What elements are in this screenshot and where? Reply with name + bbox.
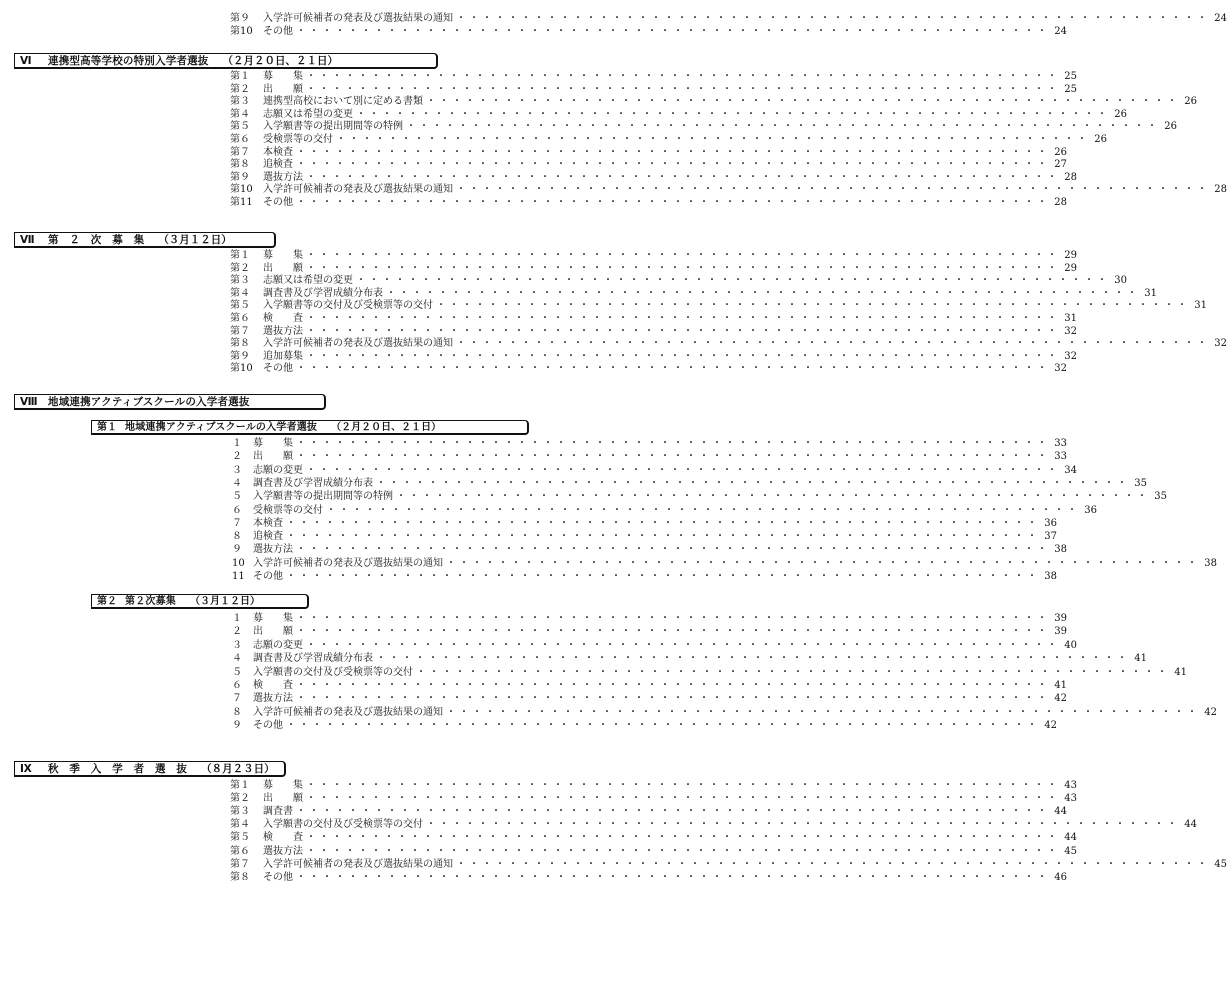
entry-number: ６ — [232, 680, 242, 691]
section-title: 第２次募集 — [125, 596, 176, 607]
entry-page: 44 — [1064, 832, 1077, 844]
entry-label: 出 願 — [263, 262, 303, 274]
entry-page: 39 — [1054, 626, 1067, 638]
entry-page: 36 — [1044, 517, 1057, 529]
leader-dots: ・・・・・・・・・・・・・・・・・・・・・・・・・・・・・・・・・・・・・・・・・・・・・・・・・・・・・・・・・・ — [296, 680, 1050, 691]
entry-label: その他 — [263, 197, 293, 208]
section-title: 秋 季 入 学 者 選 抜 — [48, 763, 188, 775]
entry-page: 31 — [1144, 287, 1157, 299]
entry-label: 志願又は希望の変更 — [263, 108, 353, 120]
entry-label: 入学願書等の交付及び受検票等の交付 — [263, 300, 433, 312]
entry-page: 41 — [1134, 653, 1147, 665]
leader-dots: ・・・・・・・・・・・・・・・・・・・・・・・・・・・・・・・・・・・・・・・・・・・・・・・・・・・・・・・・・・ — [376, 653, 1130, 665]
toc-entry[interactable] — [232, 666, 1187, 679]
toc-entry[interactable] — [232, 706, 1217, 719]
entry-number: 第２ — [230, 262, 250, 274]
entry-page: 26 — [1054, 146, 1067, 158]
toc-entry[interactable] — [230, 183, 1227, 196]
entry-number: 第７ — [230, 858, 250, 870]
entry-label: 調査書 — [263, 806, 293, 818]
toc-entry[interactable] — [230, 196, 1067, 209]
section-number: 第１ — [97, 422, 117, 433]
entry-page: 30 — [1114, 275, 1127, 287]
entry-label: 入学願書の交付及び受検票等の交付 — [263, 819, 423, 831]
leader-dots: ・・・・・・・・・・・・・・・・・・・・・・・・・・・・・・・・・・・・・・・・・・・・・・・・・・・・・・・・・・ — [296, 197, 1050, 208]
entry-label: 連携型高校において別に定める書類 — [263, 96, 423, 108]
leader-dots: ・・・・・・・・・・・・・・・・・・・・・・・・・・・・・・・・・・・・・・・・・・・・・・・・・・・・・・・・・・ — [306, 780, 1060, 791]
entry-page: 43 — [1064, 780, 1077, 791]
entry-label: 入学許可候補者の発表及び選抜結果の通知 — [263, 858, 453, 870]
leader-dots: ・・・・・・・・・・・・・・・・・・・・・・・・・・・・・・・・・・・・・・・・・・・・・・・・・・・・・・・・・・ — [306, 464, 1060, 476]
entry-label: 調査書及び学習成績分布表 — [253, 477, 373, 489]
toc-entry[interactable] — [232, 517, 1057, 530]
leader-dots: ・・・・・・・・・・・・・・・・・・・・・・・・・・・・・・・・・・・・・・・・・・・・・・・・・・・・・・・・・・ — [296, 806, 1050, 818]
leader-dots: ・・・・・・・・・・・・・・・・・・・・・・・・・・・・・・・・・・・・・・・・・・・・・・・・・・・・・・・・・・ — [296, 451, 1050, 463]
entry-label: 入学許可候補者の発表及び選抜結果の通知 — [253, 706, 443, 718]
entry-label: 入学願書等の提出期間等の特例 — [253, 491, 393, 503]
entry-label: 入学願書の交付及び受検票等の交付 — [253, 666, 413, 678]
leader-dots: ・・・・・・・・・・・・・・・・・・・・・・・・・・・・・・・・・・・・・・・・・・・・・・・・・・・・・・・・・・ — [416, 666, 1170, 678]
toc-entry[interactable] — [232, 625, 1067, 638]
section-title: 地域連携アクティブスクールの入学者選抜 — [125, 422, 318, 433]
leader-dots: ・・・・・・・・・・・・・・・・・・・・・・・・・・・・・・・・・・・・・・・・・・・・・・・・・・・・・・・・・・ — [446, 706, 1200, 718]
leader-dots: ・・・・・・・・・・・・・・・・・・・・・・・・・・・・・・・・・・・・・・・・・・・・・・・・・・・・・・・・・・ — [306, 83, 1060, 95]
leader-dots: ・・・・・・・・・・・・・・・・・・・・・・・・・・・・・・・・・・・・・・・・・・・・・・・・・・・・・・・・・・ — [326, 504, 1080, 516]
entry-label: 検 査 — [263, 832, 303, 844]
entry-number: ８ — [232, 531, 242, 543]
leader-dots: ・・・・・・・・・・・・・・・・・・・・・・・・・・・・・・・・・・・・・・・・・・・・・・・・・・・・・・・・・・ — [376, 477, 1130, 489]
leader-dots: ・・・・・・・・・・・・・・・・・・・・・・・・・・・・・・・・・・・・・・・・・・・・・・・・・・・・・・・・・・ — [356, 275, 1110, 287]
entry-number: 第４ — [230, 287, 250, 299]
entry-number: 第５ — [230, 121, 250, 133]
entry-number: 第６ — [230, 134, 250, 145]
entry-label: 選抜方法 — [263, 845, 303, 857]
entry-page: 35 — [1154, 491, 1167, 503]
entry-page: 26 — [1164, 121, 1177, 133]
entry-number: ３ — [232, 464, 242, 476]
entry-page: 26 — [1184, 96, 1197, 108]
leader-dots: ・・・・・・・・・・・・・・・・・・・・・・・・・・・・・・・・・・・・・・・・・・・・・・・・・・・・・・・・・・ — [306, 793, 1060, 805]
entry-label: 調査書及び学習成績分布表 — [253, 653, 373, 665]
leader-dots: ・・・・・・・・・・・・・・・・・・・・・・・・・・・・・・・・・・・・・・・・・・・・・・・・・・・・・・・・・・ — [306, 832, 1060, 844]
leader-dots: ・・・・・・・・・・・・・・・・・・・・・・・・・・・・・・・・・・・・・・・・・・・・・・・・・・・・・・・・・・ — [296, 613, 1050, 624]
entry-page: 44 — [1054, 806, 1067, 818]
entry-label: 選抜方法 — [263, 325, 303, 337]
toc-entry[interactable] — [230, 120, 1177, 133]
entry-number: 第３ — [230, 275, 250, 287]
toc-entry[interactable] — [230, 792, 1077, 805]
entry-page: 26 — [1094, 134, 1107, 145]
entry-number: 第２ — [230, 793, 250, 805]
entry-number: 第４ — [230, 108, 250, 120]
entry-label: 募 集 — [263, 780, 303, 791]
toc-entry[interactable] — [230, 25, 1067, 38]
entry-page: 32 — [1054, 363, 1067, 375]
entry-number: 第８ — [230, 871, 250, 883]
entry-page: 28 — [1064, 171, 1077, 183]
entry-label: その他 — [263, 363, 293, 375]
entry-label: その他 — [253, 720, 283, 732]
leader-dots: ・・・・・・・・・・・・・・・・・・・・・・・・・・・・・・・・・・・・・・・・・・・・・・・・・・・・・・・・・・ — [396, 491, 1150, 503]
toc-entry[interactable] — [230, 262, 1077, 275]
leader-dots: ・・・・・・・・・・・・・・・・・・・・・・・・・・・・・・・・・・・・・・・・・・・・・・・・・・・・・・・・・・ — [296, 146, 1050, 158]
leader-dots: ・・・・・・・・・・・・・・・・・・・・・・・・・・・・・・・・・・・・・・・・・・・・・・・・・・・・・・・・・・ — [306, 262, 1060, 274]
entry-number: 第１ — [230, 780, 250, 791]
leader-dots: ・・・・・・・・・・・・・・・・・・・・・・・・・・・・・・・・・・・・・・・・・・・・・・・・・・・・・・・・・・ — [436, 300, 1190, 312]
entry-label: 選抜方法 — [253, 544, 293, 556]
leader-dots: ・・・・・・・・・・・・・・・・・・・・・・・・・・・・・・・・・・・・・・・・・・・・・・・・・・・・・・・・・・ — [356, 108, 1110, 120]
entry-page: 25 — [1064, 71, 1077, 82]
leader-dots: ・・・・・・・・・・・・・・・・・・・・・・・・・・・・・・・・・・・・・・・・・・・・・・・・・・・・・・・・・・ — [456, 184, 1210, 196]
leader-dots: ・・・・・・・・・・・・・・・・・・・・・・・・・・・・・・・・・・・・・・・・・・・・・・・・・・・・・・・・・・ — [296, 26, 1050, 38]
section-date: （３月１２日） — [158, 234, 232, 246]
section-header — [91, 420, 529, 435]
leader-dots: ・・・・・・・・・・・・・・・・・・・・・・・・・・・・・・・・・・・・・・・・・・・・・・・・・・・・・・・・・・ — [286, 571, 1040, 582]
entry-number: 第８ — [230, 159, 250, 171]
toc-entry[interactable] — [232, 639, 1077, 652]
entry-label: 本検査 — [253, 517, 283, 529]
leader-dots: ・・・・・・・・・・・・・・・・・・・・・・・・・・・・・・・・・・・・・・・・・・・・・・・・・・・・・・・・・・ — [456, 13, 1210, 24]
entry-page: 33 — [1054, 438, 1067, 449]
entry-label: 入学許可候補者の発表及び選抜結果の通知 — [263, 338, 453, 350]
entry-number: 第４ — [230, 819, 250, 831]
toc-entry[interactable] — [230, 845, 1077, 858]
entry-label: 志願の変更 — [253, 639, 303, 651]
section-date: （２月２０日、２１日） — [222, 55, 338, 67]
entry-page: 34 — [1064, 464, 1077, 476]
toc-entry[interactable] — [232, 437, 1067, 450]
leader-dots: ・・・・・・・・・・・・・・・・・・・・・・・・・・・・・・・・・・・・・・・・・・・・・・・・・・・・・・・・・・ — [296, 693, 1050, 705]
entry-page: 32 — [1064, 325, 1077, 337]
leader-dots: ・・・・・・・・・・・・・・・・・・・・・・・・・・・・・・・・・・・・・・・・・・・・・・・・・・・・・・・・・・ — [286, 531, 1040, 543]
entry-page: 24 — [1214, 13, 1227, 24]
section-header — [91, 594, 309, 609]
entry-page: 28 — [1214, 184, 1227, 196]
entry-label: 受検票等の交付 — [253, 504, 323, 516]
entry-page: 24 — [1054, 26, 1067, 38]
entry-page: 35 — [1134, 477, 1147, 489]
section-header — [14, 232, 276, 248]
toc-entry[interactable] — [230, 858, 1227, 871]
entry-label: 入学許可候補者の発表及び選抜結果の通知 — [263, 13, 453, 24]
entry-number: 第６ — [230, 313, 250, 324]
toc-entry[interactable] — [232, 679, 1067, 692]
toc-entry[interactable] — [230, 818, 1197, 831]
entry-label: その他 — [263, 871, 293, 883]
entry-label: 志願の変更 — [253, 464, 303, 476]
entry-label: 追検査 — [263, 159, 293, 171]
entry-label: 選抜方法 — [253, 693, 293, 705]
toc-entry[interactable] — [232, 530, 1057, 543]
entry-number: ６ — [232, 504, 242, 516]
entry-number: 第６ — [230, 845, 250, 857]
section-header — [14, 761, 286, 777]
entry-page: 39 — [1054, 613, 1067, 624]
leader-dots: ・・・・・・・・・・・・・・・・・・・・・・・・・・・・・・・・・・・・・・・・・・・・・・・・・・・・・・・・・・ — [306, 250, 1060, 261]
entry-label: 追加募集 — [263, 350, 303, 362]
toc-entry[interactable] — [230, 274, 1127, 287]
section-number: Ⅷ — [20, 396, 38, 408]
leader-dots: ・・・・・・・・・・・・・・・・・・・・・・・・・・・・・・・・・・・・・・・・・・・・・・・・・・・・・・・・・・ — [296, 159, 1050, 171]
toc-entry[interactable] — [230, 83, 1077, 96]
toc-entry[interactable] — [232, 719, 1057, 732]
entry-label: 検 査 — [263, 313, 303, 324]
section-number: Ⅵ — [20, 55, 32, 67]
entry-label: 募 集 — [263, 71, 303, 82]
entry-page: 33 — [1054, 451, 1067, 463]
toc-entry[interactable] — [230, 158, 1067, 171]
entry-label: 本検査 — [263, 146, 293, 158]
entry-page: 31 — [1194, 300, 1207, 312]
entry-number: ５ — [232, 666, 242, 678]
entry-page: 46 — [1054, 871, 1067, 883]
toc-entry[interactable] — [232, 557, 1217, 570]
toc-entry[interactable] — [230, 337, 1227, 350]
entry-page: 40 — [1064, 639, 1077, 651]
toc-entry[interactable] — [230, 325, 1077, 338]
section-number: 第２ — [97, 596, 117, 607]
entry-label: 募 集 — [253, 438, 293, 449]
toc-entry[interactable] — [232, 692, 1067, 705]
section-title: 地域連携アクティブスクールの入学者選抜 — [48, 396, 250, 408]
entry-number: １ — [232, 438, 242, 449]
entry-page: 43 — [1064, 793, 1077, 805]
leader-dots: ・・・・・・・・・・・・・・・・・・・・・・・・・・・・・・・・・・・・・・・・・・・・・・・・・・・・・・・・・・ — [286, 517, 1040, 529]
leader-dots: ・・・・・・・・・・・・・・・・・・・・・・・・・・・・・・・・・・・・・・・・・・・・・・・・・・・・・・・・・・ — [306, 845, 1060, 857]
entry-page: 45 — [1214, 858, 1227, 870]
leader-dots: ・・・・・・・・・・・・・・・・・・・・・・・・・・・・・・・・・・・・・・・・・・・・・・・・・・・・・・・・・・ — [306, 71, 1060, 82]
entry-number: 第５ — [230, 832, 250, 844]
entry-number: 第３ — [230, 806, 250, 818]
leader-dots: ・・・・・・・・・・・・・・・・・・・・・・・・・・・・・・・・・・・・・・・・・・・・・・・・・・・・・・・・・・ — [296, 544, 1050, 556]
entry-page: 27 — [1054, 159, 1067, 171]
entry-label: 追検査 — [253, 531, 283, 543]
toc-entry[interactable] — [232, 570, 1057, 583]
entry-page: 38 — [1204, 557, 1217, 569]
leader-dots: ・・・・・・・・・・・・・・・・・・・・・・・・・・・・・・・・・・・・・・・・・・・・・・・・・・・・・・・・・・ — [296, 438, 1050, 449]
toc-entry[interactable] — [232, 450, 1067, 463]
leader-dots: ・・・・・・・・・・・・・・・・・・・・・・・・・・・・・・・・・・・・・・・・・・・・・・・・・・・・・・・・・・ — [296, 871, 1050, 883]
entry-number: 第10 — [230, 26, 253, 38]
entry-number: 第９ — [230, 171, 250, 183]
entry-number: 第３ — [230, 96, 250, 108]
entry-label: 入学許可候補者の発表及び選抜結果の通知 — [263, 184, 453, 196]
leader-dots: ・・・・・・・・・・・・・・・・・・・・・・・・・・・・・・・・・・・・・・・・・・・・・・・・・・・・・・・・・・ — [446, 557, 1200, 569]
section-date: （３月１２日） — [190, 596, 260, 607]
toc-entry[interactable] — [230, 133, 1107, 146]
toc-entry[interactable] — [232, 504, 1097, 517]
entry-number: ４ — [232, 653, 242, 665]
toc-entry[interactable] — [232, 477, 1147, 490]
entry-number: ５ — [232, 491, 242, 503]
entry-label: 出 願 — [253, 451, 293, 463]
entry-label: 受検票等の交付 — [263, 134, 333, 145]
entry-label: 入学願書等の提出期間等の特例 — [263, 121, 403, 133]
entry-page: 31 — [1064, 313, 1077, 324]
entry-label: 募 集 — [263, 250, 303, 261]
entry-page: 32 — [1064, 350, 1077, 362]
leader-dots: ・・・・・・・・・・・・・・・・・・・・・・・・・・・・・・・・・・・・・・・・・・・・・・・・・・・・・・・・・・ — [306, 171, 1060, 183]
entry-label: 調査書及び学習成績分布表 — [263, 287, 383, 299]
entry-label: 募 集 — [253, 613, 293, 624]
entry-page: 42 — [1054, 693, 1067, 705]
leader-dots: ・・・・・・・・・・・・・・・・・・・・・・・・・・・・・・・・・・・・・・・・・・・・・・・・・・・・・・・・・・ — [426, 819, 1180, 831]
toc-entry[interactable] — [230, 805, 1067, 818]
entry-page: 42 — [1204, 706, 1217, 718]
toc-entry[interactable] — [230, 871, 1067, 884]
entry-number: 第８ — [230, 338, 250, 350]
entry-page: 28 — [1054, 197, 1067, 208]
entry-number: ３ — [232, 639, 242, 651]
entry-page: 41 — [1054, 680, 1067, 691]
entry-number: ７ — [232, 517, 242, 529]
entry-label: 出 願 — [253, 626, 293, 638]
section-header — [14, 394, 326, 410]
entry-number: 第７ — [230, 325, 250, 337]
entry-number: 第１ — [230, 250, 250, 261]
leader-dots: ・・・・・・・・・・・・・・・・・・・・・・・・・・・・・・・・・・・・・・・・・・・・・・・・・・・・・・・・・・ — [456, 858, 1210, 870]
entry-label: 入学許可候補者の発表及び選抜結果の通知 — [253, 557, 443, 569]
entry-number: 第１ — [230, 71, 250, 82]
entry-page: 32 — [1214, 338, 1227, 350]
entry-page: 25 — [1064, 83, 1077, 95]
leader-dots: ・・・・・・・・・・・・・・・・・・・・・・・・・・・・・・・・・・・・・・・・・・・・・・・・・・・・・・・・・・ — [306, 350, 1060, 362]
toc-entry[interactable] — [230, 108, 1127, 121]
toc-entry[interactable] — [230, 350, 1077, 363]
leader-dots: ・・・・・・・・・・・・・・・・・・・・・・・・・・・・・・・・・・・・・・・・・・・・・・・・・・・・・・・・・・ — [296, 626, 1050, 638]
toc-entry[interactable] — [230, 70, 1077, 83]
leader-dots: ・・・・・・・・・・・・・・・・・・・・・・・・・・・・・・・・・・・・・・・・・・・・・・・・・・・・・・・・・・ — [296, 363, 1050, 375]
entry-page: 36 — [1084, 504, 1097, 516]
toc-entry[interactable] — [230, 779, 1077, 792]
entry-number: 第７ — [230, 146, 250, 158]
toc-entry[interactable] — [230, 362, 1067, 375]
section-header — [14, 53, 438, 69]
entry-number: 第10 — [230, 363, 253, 375]
leader-dots: ・・・・・・・・・・・・・・・・・・・・・・・・・・・・・・・・・・・・・・・・・・・・・・・・・・・・・・・・・・ — [306, 639, 1060, 651]
entry-page: 38 — [1044, 571, 1057, 582]
section-number: Ⅶ — [20, 234, 35, 246]
toc-entry[interactable] — [230, 12, 1227, 25]
toc-entry[interactable] — [230, 831, 1077, 844]
section-date: （２月２０日、２１日） — [331, 422, 442, 433]
section-date: （８月２３日） — [201, 763, 275, 775]
entry-number: 第５ — [230, 300, 250, 312]
leader-dots: ・・・・・・・・・・・・・・・・・・・・・・・・・・・・・・・・・・・・・・・・・・・・・・・・・・・・・・・・・・ — [406, 121, 1160, 133]
leader-dots: ・・・・・・・・・・・・・・・・・・・・・・・・・・・・・・・・・・・・・・・・・・・・・・・・・・・・・・・・・・ — [386, 287, 1140, 299]
entry-label: 出 願 — [263, 793, 303, 805]
entry-label: 選抜方法 — [263, 171, 303, 183]
toc-entry[interactable] — [230, 95, 1197, 108]
entry-label: 志願又は希望の変更 — [263, 275, 353, 287]
entry-page: 44 — [1184, 819, 1197, 831]
toc-entry[interactable] — [232, 543, 1067, 556]
leader-dots: ・・・・・・・・・・・・・・・・・・・・・・・・・・・・・・・・・・・・・・・・・・・・・・・・・・・・・・・・・・ — [306, 313, 1060, 324]
entry-number: 11 — [232, 571, 245, 582]
entry-number: ２ — [232, 451, 242, 463]
entry-page: 41 — [1174, 666, 1187, 678]
entry-page: 29 — [1064, 262, 1077, 274]
leader-dots: ・・・・・・・・・・・・・・・・・・・・・・・・・・・・・・・・・・・・・・・・・・・・・・・・・・・・・・・・・・ — [456, 338, 1210, 350]
section-title: 第 ２ 次 募 集 — [48, 234, 145, 246]
leader-dots: ・・・・・・・・・・・・・・・・・・・・・・・・・・・・・・・・・・・・・・・・・・・・・・・・・・・・・・・・・・ — [426, 96, 1180, 108]
toc-entry[interactable] — [232, 464, 1077, 477]
leader-dots: ・・・・・・・・・・・・・・・・・・・・・・・・・・・・・・・・・・・・・・・・・・・・・・・・・・・・・・・・・・ — [306, 325, 1060, 337]
section-title: 連携型高等学校の特別入学者選抜 — [48, 55, 209, 67]
entry-label: その他 — [263, 26, 293, 38]
toc-entry[interactable] — [230, 287, 1157, 300]
toc-entry[interactable] — [230, 299, 1207, 312]
entry-label: 出 願 — [263, 83, 303, 95]
toc-entry[interactable] — [232, 490, 1167, 503]
entry-number: 第９ — [230, 350, 250, 362]
entry-number: ９ — [232, 720, 242, 732]
entry-number: 第10 — [230, 184, 253, 196]
toc-entry[interactable] — [230, 249, 1077, 262]
entry-label: その他 — [253, 571, 283, 582]
entry-number: 10 — [232, 557, 245, 569]
entry-page: 42 — [1044, 720, 1057, 732]
entry-page: 38 — [1054, 544, 1067, 556]
entry-number: ４ — [232, 477, 242, 489]
entry-number: 第11 — [230, 197, 253, 208]
section-number: Ⅸ — [20, 763, 32, 775]
leader-dots: ・・・・・・・・・・・・・・・・・・・・・・・・・・・・・・・・・・・・・・・・・・・・・・・・・・・・・・・・・・ — [286, 720, 1040, 732]
entry-label: 検 査 — [253, 680, 293, 691]
entry-number: ９ — [232, 544, 242, 556]
entry-number: 第２ — [230, 83, 250, 95]
toc-entry[interactable] — [230, 312, 1077, 325]
entry-page: 45 — [1064, 845, 1077, 857]
entry-number: １ — [232, 613, 242, 624]
entry-page: 26 — [1114, 108, 1127, 120]
toc-entry[interactable] — [232, 612, 1067, 625]
toc-entry[interactable] — [230, 171, 1077, 184]
entry-page: 37 — [1044, 531, 1057, 543]
toc-entry[interactable] — [230, 146, 1067, 159]
entry-number: ２ — [232, 626, 242, 638]
leader-dots: ・・・・・・・・・・・・・・・・・・・・・・・・・・・・・・・・・・・・・・・・・・・・・・・・・・・・・・・・・・ — [336, 134, 1090, 145]
entry-number: ８ — [232, 706, 242, 718]
entry-page: 29 — [1064, 250, 1077, 261]
toc-entry[interactable] — [232, 652, 1147, 665]
entry-number: 第９ — [230, 13, 250, 24]
entry-number: ７ — [232, 693, 242, 705]
